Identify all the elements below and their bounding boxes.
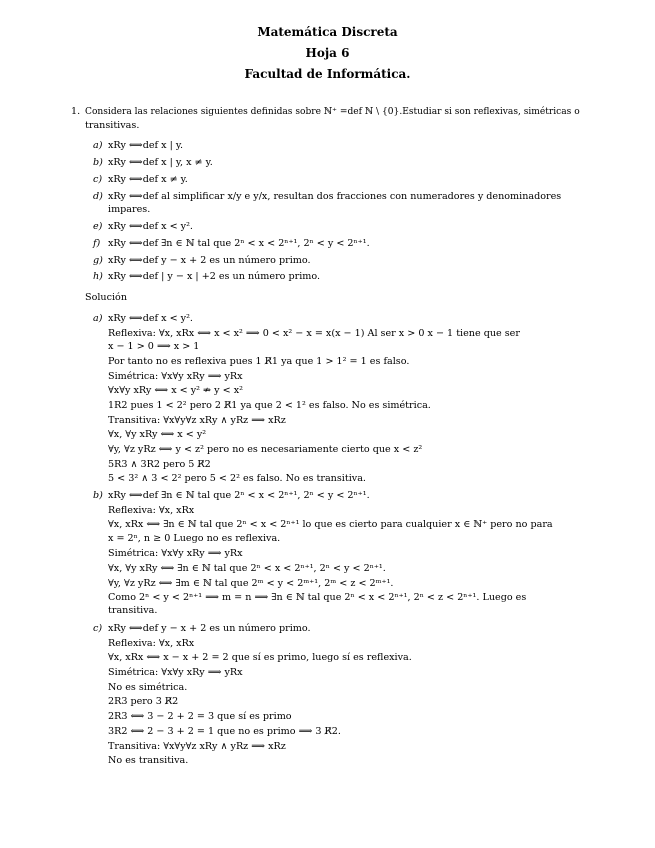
solution-line: transitiva.	[108, 605, 158, 616]
solution-label: b)	[93, 490, 103, 501]
problem-number: 1.	[71, 106, 81, 117]
item-label: c)	[93, 174, 103, 185]
solution-line: x = 2ⁿ, n ≥ 0 Luego no es reflexiva.	[108, 533, 281, 544]
solution-line: Simétrica: ∀x∀y xRy ⟹ yRx	[108, 548, 243, 559]
problem-statement-line: Considera las relaciones siguientes definidas sobre ℕ⁺ =def ℕ \ {0}.Estudiar si son reflexivas, simétricas o	[85, 106, 580, 117]
solution-line: ∀y, ∀z yRz ⟺ ∃m ∈ ℕ tal que 2ᵐ < y < 2ᵐ⁺¹, 2ᵐ < z < 2ᵐ⁺¹.	[108, 578, 394, 589]
solution-line: Reflexiva: ∀x, xRx	[108, 638, 195, 649]
solution-line: ∀x∀y xRy ⟺ x < y² ⇏ y < x²	[108, 385, 243, 396]
item-text: xRy ⟺def al simplificar x/y e y/x, resultan dos fracciones con numeradores y denominadores	[108, 191, 562, 202]
item-text: xRy ⟺def x ≠ y.	[108, 174, 188, 185]
faculty-title: Facultad de Informática.	[244, 67, 411, 81]
item-text: impares.	[108, 204, 151, 215]
item-label: d)	[93, 191, 103, 202]
item-text: xRy ⟺def y − x + 2 es un número primo.	[108, 255, 311, 266]
solution-line: Reflexiva: ∀x, xRx ⟺ x < x² ⟹ 0 < x² − x = x(x − 1) Al ser x > 0 x − 1 tiene que ser	[108, 328, 520, 339]
solution-line: ∀x, ∀y xRy ⟺ x < y²	[108, 429, 207, 440]
solution-line: ∀x, xRx ⟺ x − x + 2 = 2 que sí es primo, luego sí es reflexiva.	[108, 652, 412, 663]
solution-line: ∀x, xRx ⟺ ∃n ∈ ℕ tal que 2ⁿ < x < 2ⁿ⁺¹ lo que es cierto para cualquier x ∈ ℕ⁺ pero no para	[108, 519, 553, 530]
solution-line: Transitiva: ∀x∀y∀z xRy ∧ yRz ⟹ xRz	[108, 415, 286, 426]
solution-line: xRy ⟺def y − x + 2 es un número primo.	[108, 623, 311, 634]
item-label: e)	[93, 221, 103, 232]
solution-line: 1R2 pues 1 < 2² pero 2 R̸1 ya que 2 < 1² es falso. No es simétrica.	[108, 400, 431, 411]
sheet-title: Hoja 6	[305, 46, 350, 60]
item-label: b)	[93, 157, 103, 168]
item-text: xRy ⟺def | y − x | +2 es un número primo.	[108, 271, 321, 282]
item-text: xRy ⟺def x | y.	[108, 140, 184, 151]
solution-line: x − 1 > 0 ⟹ x > 1	[108, 341, 200, 352]
course-title: Matemática Discreta	[257, 25, 398, 39]
solution-line: Reflexiva: ∀x, xRx	[108, 505, 195, 516]
item-label: a)	[93, 140, 103, 151]
solution-line: xRy ⟺def x < y².	[108, 313, 193, 324]
solution-label: c)	[93, 623, 103, 634]
solution-line: ∀y, ∀z yRz ⟺ y < z² pero no es necesariamente cierto que x < z²	[108, 444, 423, 455]
item-label: f)	[93, 238, 101, 249]
item-text: xRy ⟺def ∃n ∈ ℕ tal que 2ⁿ < x < 2ⁿ⁺¹, 2ⁿ < y < 2ⁿ⁺¹.	[108, 238, 370, 249]
solution-line: 3R2 ⟺ 2 − 3 + 2 = 1 que no es primo ⟹ 3 R̸2.	[108, 726, 341, 737]
solution-line: Por tanto no es reflexiva pues 1 R̸1 ya que 1 > 1² = 1 es falso.	[108, 356, 410, 367]
solution-line: 2R3 pero 3 R̸2	[108, 696, 179, 707]
solution-line: ∀x, ∀y xRy ⟺ ∃n ∈ ℕ tal que 2ⁿ < x < 2ⁿ⁺¹, 2ⁿ < y < 2ⁿ⁺¹.	[108, 563, 386, 574]
solution-line: xRy ⟺def ∃n ∈ ℕ tal que 2ⁿ < x < 2ⁿ⁺¹, 2ⁿ < y < 2ⁿ⁺¹.	[108, 490, 370, 501]
solution-line: Transitiva: ∀x∀y∀z xRy ∧ yRz ⟹ xRz	[108, 741, 286, 752]
item-label: h)	[93, 271, 103, 282]
solution-label: a)	[93, 313, 103, 324]
solution-line: 2R3 ⟺ 3 − 2 + 2 = 3 que sí es primo	[108, 711, 292, 722]
solution-line: Como 2ⁿ < y < 2ⁿ⁺¹ ⟹ m = n ⟹ ∃n ∈ ℕ tal que 2ⁿ < x < 2ⁿ⁺¹, 2ⁿ < z < 2ⁿ⁺¹. Luego es	[108, 592, 527, 603]
solution-line: No es simétrica.	[108, 682, 188, 693]
problem-statement-line: transitivas.	[85, 120, 140, 131]
solution-line: Simétrica: ∀x∀y xRy ⟹ yRx	[108, 667, 243, 678]
solution-line: No es transitiva.	[108, 755, 189, 766]
item-text: xRy ⟺def x < y².	[108, 221, 193, 232]
solution-line: Simétrica: ∀x∀y xRy ⟹ yRx	[108, 371, 243, 382]
solution-line: 5 < 3² ∧ 3 < 2² pero 5 < 2² es falso. No es transitiva.	[108, 473, 366, 484]
solution-heading: Solución	[85, 292, 127, 303]
item-text: xRy ⟺def x | y, x ≠ y.	[108, 157, 213, 168]
solution-line: 5R3 ∧ 3R2 pero 5 R̸2	[108, 459, 211, 470]
item-label: g)	[93, 255, 103, 266]
